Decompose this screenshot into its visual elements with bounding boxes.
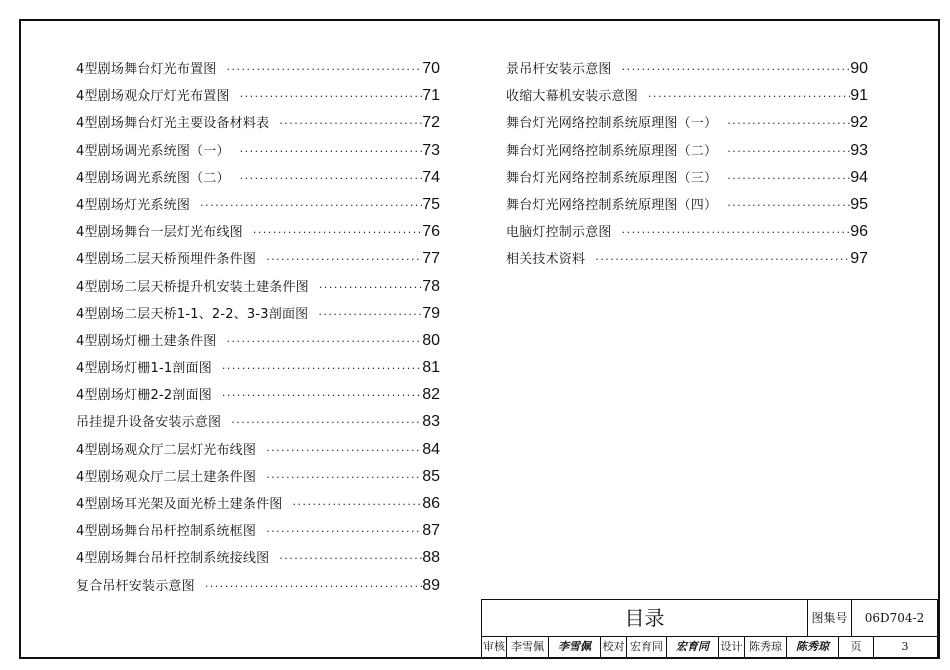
- toc-entry-page: 94: [850, 168, 868, 186]
- toc-entry-title: 吊挂提升设备安装示意图: [76, 415, 222, 431]
- toc-entry: [76, 273, 440, 300]
- toc-leader-dots: [309, 274, 422, 301]
- toc-leader-dots: [717, 138, 850, 165]
- toc-entry: [506, 191, 868, 218]
- toc-entry-page: 71: [422, 87, 440, 105]
- toc-entry-page: 82: [422, 386, 440, 404]
- design-label: 设计: [719, 636, 745, 657]
- toc-entry-page: 77: [422, 250, 440, 268]
- toc-entry-page: 97: [850, 250, 868, 268]
- toc-entry: [76, 463, 440, 490]
- toc-entry-page: 80: [422, 331, 440, 349]
- atlas-number: 06D704-2: [864, 611, 925, 625]
- toc-entry-title: 4型剧场二层天桥预埋件条件图: [76, 252, 257, 268]
- toc-entry-title: 4型剧场观众厅二层土建条件图: [76, 469, 257, 485]
- check-label: 校对: [601, 636, 627, 657]
- toc-leader-dots: [308, 301, 422, 328]
- title-block: [481, 599, 938, 658]
- toc-leader-dots: [243, 219, 422, 246]
- toc-leader-dots: [230, 83, 423, 110]
- designer-signature: 陈秀琼: [787, 636, 839, 657]
- toc-entry: [506, 164, 868, 191]
- toc-entry: [76, 164, 440, 191]
- toc-entry-page: 83: [422, 413, 440, 431]
- toc-entry-page: 88: [422, 549, 440, 567]
- toc-leader-dots: [256, 246, 422, 273]
- toc-entry-page: 79: [422, 304, 440, 322]
- toc-leader-dots: [282, 491, 422, 518]
- toc-entry-page: 78: [422, 277, 440, 295]
- toc-entry-page: 91: [850, 87, 868, 105]
- review-label: 审核: [482, 636, 507, 657]
- title-block-sign-row: [482, 636, 937, 657]
- toc-leader-dots: [269, 110, 422, 137]
- toc-entry-title: 4型剧场耳光架及面光桥土建条件图: [76, 497, 283, 512]
- toc-leader-dots: [190, 192, 422, 219]
- toc-entry-page: 74: [422, 168, 440, 186]
- toc-entry-title: 4型剧场舞台灯光主要设备材料表: [76, 116, 270, 132]
- toc-entry: [506, 218, 868, 245]
- toc-entry: [76, 354, 440, 381]
- toc-entry: [76, 137, 440, 164]
- toc-entry-title: 电脑灯控制示意图: [506, 225, 612, 241]
- toc-leader-dots: [256, 437, 422, 464]
- toc-entry-title: 4型剧场二层天桥提升机安装土建条件图: [76, 279, 309, 295]
- checker-name: 宏育同: [627, 636, 667, 657]
- toc-entry-page: 81: [422, 359, 440, 377]
- page-number: 3: [901, 640, 909, 653]
- toc-entry: [506, 245, 868, 272]
- toc-entry: [506, 109, 868, 136]
- toc-leader-dots: [230, 138, 423, 165]
- toc-entry: [76, 82, 440, 109]
- toc-leader-dots: [717, 165, 850, 192]
- toc-entry-page: 70: [422, 60, 440, 77]
- toc-entry-title: 4型剧场二层天桥1-1、2-2、3-3剖面图: [76, 306, 309, 322]
- toc-entry-title: 舞台灯光网络控制系统原理图（一）: [506, 116, 718, 132]
- toc-left-column: [76, 55, 440, 599]
- toc-entry-title: 景吊杆安装示意图: [506, 62, 612, 77]
- toc-entry-title: 4型剧场灯栅2-2剖面图: [76, 388, 212, 404]
- toc-leader-dots: [212, 382, 422, 409]
- toc-entry: [76, 544, 440, 571]
- toc-entry-title: 4型剧场调光系统图（二）: [76, 170, 230, 186]
- toc-leader-dots: [717, 192, 850, 219]
- toc-entry-page: 85: [422, 467, 440, 485]
- toc-entry: [76, 572, 440, 599]
- toc-entry-title: 舞台灯光网络控制系统原理图（二）: [506, 143, 718, 159]
- toc-leader-dots: [256, 518, 422, 545]
- toc-right-column: [506, 55, 868, 273]
- toc-entry-page: 87: [422, 522, 440, 540]
- designer-name: 陈秀琼: [745, 636, 787, 657]
- toc-entry-title: 收缩大幕机安装示意图: [506, 89, 639, 105]
- sheet-title: 目录: [482, 600, 808, 636]
- toc-entry-page: 95: [850, 195, 868, 213]
- toc-entry-page: 73: [422, 141, 440, 159]
- toc-entry: [76, 327, 440, 354]
- toc-entry-title: 相关技术资料: [506, 252, 586, 268]
- toc-entry-page: 75: [422, 195, 440, 213]
- toc-entry-title: 4型剧场舞台吊杆控制系统接线图: [76, 551, 270, 567]
- toc-entry: [76, 436, 440, 463]
- toc-entry: [76, 300, 440, 327]
- toc-leader-dots: [256, 464, 422, 491]
- toc-entry-title: 4型剧场观众厅二层灯光布线图: [76, 442, 257, 458]
- toc-leader-dots: [269, 545, 422, 572]
- toc-entry-page: 84: [422, 440, 440, 458]
- toc-entry-page: 93: [850, 141, 868, 159]
- toc-entry: [76, 408, 440, 435]
- toc-entry-page: 76: [422, 223, 440, 241]
- toc-leader-dots: [638, 83, 850, 110]
- toc-entry: [76, 218, 440, 245]
- toc-entry-title: 4型剧场观众厅灯光布置图: [76, 89, 230, 105]
- toc-leader-dots: [216, 56, 422, 83]
- page-label: 页: [839, 636, 874, 657]
- toc-entry-title: 4型剧场舞台一层灯光布线图: [76, 225, 243, 241]
- toc-leader-dots: [216, 328, 422, 355]
- toc-entry-page: 89: [422, 576, 440, 594]
- toc-entry-title: 舞台灯光网络控制系统原理图（三）: [506, 170, 718, 186]
- toc-entry: [76, 191, 440, 218]
- toc-leader-dots: [212, 355, 422, 382]
- toc-leader-dots: [717, 110, 850, 137]
- toc-entry-title: 4型剧场调光系统图（一）: [76, 143, 230, 159]
- toc-entry: [76, 55, 440, 82]
- toc-leader-dots: [195, 573, 422, 600]
- toc-entry: [76, 490, 440, 517]
- toc-entry-title: 复合吊杆安装示意图: [76, 578, 195, 594]
- toc-entry: [76, 245, 440, 272]
- toc-leader-dots: [612, 56, 851, 83]
- toc-entry: [506, 137, 868, 164]
- toc-entry-page: 72: [422, 114, 440, 132]
- toc-entry-title: 4型剧场灯栅1-1剖面图: [76, 361, 212, 377]
- reviewer-signature: 李雪佩: [549, 636, 601, 657]
- toc-entry: [506, 82, 868, 109]
- toc-entry-page: 90: [850, 60, 868, 77]
- toc-entry: [506, 55, 868, 82]
- toc-entry-page: 86: [422, 495, 440, 512]
- toc-entry-page: 92: [850, 114, 868, 132]
- title-block-top-row: [482, 600, 937, 637]
- toc-leader-dots: [585, 246, 850, 273]
- toc-entry-page: 96: [850, 223, 868, 241]
- toc-entry-title: 4型剧场舞台灯光布置图: [76, 62, 217, 77]
- atlas-number-label: 图集号: [808, 600, 852, 636]
- toc-leader-dots: [612, 219, 851, 246]
- toc-leader-dots: [221, 409, 422, 436]
- checker-signature: 宏育同: [667, 636, 719, 657]
- toc-entry-title: 4型剧场灯光系统图: [76, 197, 191, 213]
- toc-entry: [76, 381, 440, 408]
- toc-entry-title: 4型剧场舞台吊杆控制系统框图: [76, 524, 257, 540]
- toc-entry: [76, 517, 440, 544]
- toc-leader-dots: [230, 165, 423, 192]
- toc-entry-title: 4型剧场灯栅土建条件图: [76, 333, 217, 349]
- toc-entry: [76, 109, 440, 136]
- reviewer-name: 李雪佩: [507, 636, 549, 657]
- toc-entry-title: 舞台灯光网络控制系统原理图（四）: [506, 197, 718, 213]
